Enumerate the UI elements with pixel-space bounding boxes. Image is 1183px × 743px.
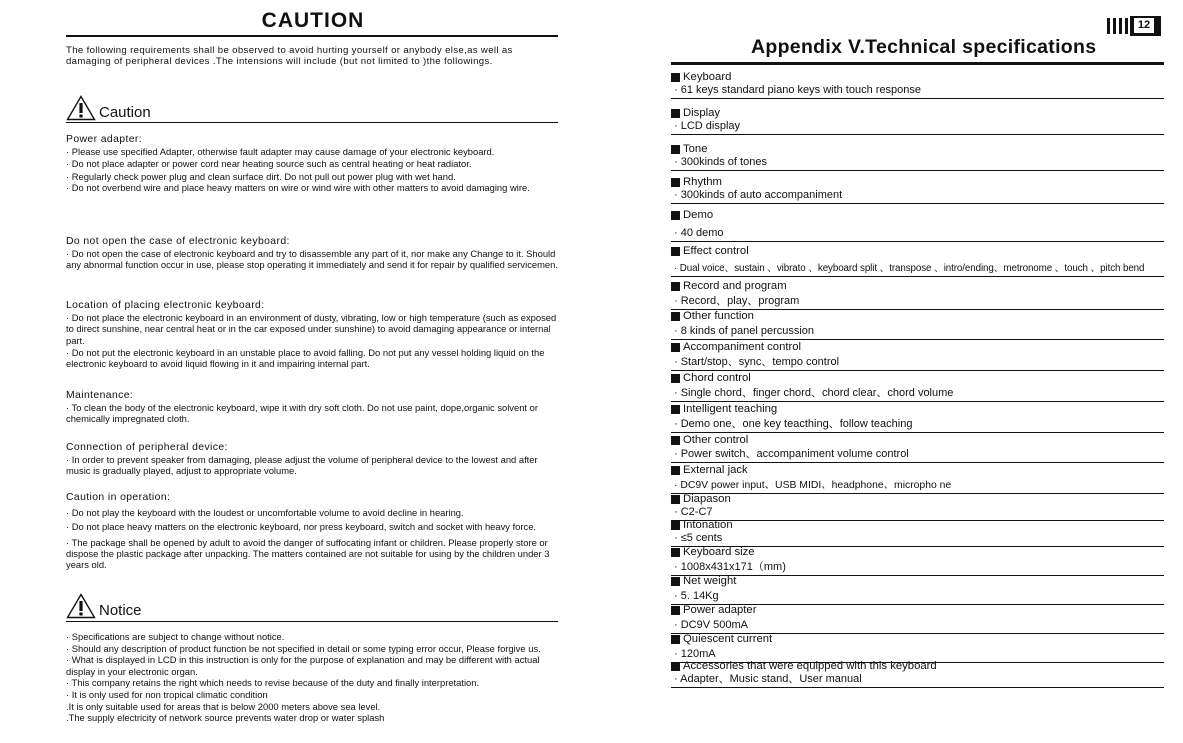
badge-stripe (1125, 18, 1128, 34)
spec-label: Record and program (683, 280, 787, 292)
spec-divider (671, 687, 1164, 688)
spec-quiescent-current (671, 633, 1164, 663)
bullet-square-icon (671, 466, 680, 475)
page-number-box (1130, 16, 1161, 36)
bullet-square-icon (671, 145, 680, 154)
spec-value: · ≤5 cents (674, 532, 723, 544)
peripheral-group (66, 442, 560, 478)
spec-value: · Record、play、program (674, 295, 800, 307)
bullet-square-icon (671, 109, 680, 118)
spec-label: External jack (683, 464, 748, 476)
spec-divider (671, 370, 1164, 371)
warning-triangle-icon (66, 593, 96, 619)
bullet-square-icon (671, 662, 680, 671)
group-item: · Do not play the keyboard with the loudest or uncomfortable volume to avoid decline in hearing. (66, 507, 464, 519)
power-adapter-group (66, 134, 560, 194)
group-heading: Location of placing electronic keyboard: (66, 300, 265, 311)
spec-label: Accessories that were equipped with this keyboard (683, 660, 937, 672)
group-heading: Do not open the case of electronic keyboard: (66, 236, 290, 247)
group-item: · The package shall be opened by adult to avoid the danger of suffocating infant or children. Please properly store or dispose the plastic package after unpacking. The matters contained are not suitable for using by the children under 3 years old. (66, 536, 550, 571)
location-group (66, 300, 560, 370)
spec-value: · Power switch、accompaniment volume control (674, 448, 909, 460)
spec-other-control (671, 434, 1164, 463)
spec-label: Power adapter (683, 604, 757, 616)
bullet-square-icon (671, 436, 680, 445)
spec-label: Display (683, 107, 721, 119)
spec-record-program (671, 280, 1164, 310)
group-item: · Regularly check power plug and clean surface dirt. Do not pull out power plug with wet hand. (66, 170, 456, 182)
notice-heading-rule (66, 621, 558, 622)
spec-value: · LCD display (674, 120, 741, 132)
spec-chord-control (671, 372, 1164, 402)
intro-paragraph: The following requirements shall be observed to avoid hurting yourself or anybody else,as well as damaging of peripheral devices .The intensions will include (but not limited to )the followings. (66, 45, 513, 68)
bullet-square-icon (671, 405, 680, 414)
notice-item: · This company retains the right which needs to revise because of the duty and finally interpretation. (66, 677, 480, 689)
bullet-square-icon (671, 211, 680, 220)
appendix-title-rule (671, 62, 1164, 65)
bullet-square-icon (671, 73, 680, 82)
spec-label: Quiescent current (683, 633, 773, 645)
spec-keyboard-size (671, 546, 1164, 576)
notice-item: · Specifications are subject to change without notice. (66, 631, 285, 642)
spec-divider (671, 462, 1164, 463)
spec-value: · 61 keys standard piano keys with touch response (674, 84, 922, 96)
group-item: · Do not overbend wire and place heavy matters on wire or wind wire with other matters to avoid damaging wire. (66, 181, 530, 193)
badge-stripe (1113, 18, 1116, 34)
spec-demo (671, 209, 1164, 242)
appendix-title: Appendix V.Technical specifications (751, 36, 1097, 58)
spec-value: · 5. 14Kg (674, 590, 719, 602)
spec-tone (671, 143, 1164, 171)
spec-rhythm (671, 176, 1164, 204)
operation-group (66, 492, 560, 571)
spec-divider (671, 203, 1164, 204)
spec-intonation (671, 519, 1164, 547)
spec-divider (671, 401, 1164, 402)
bullet-square-icon (671, 178, 680, 187)
spec-divider (671, 170, 1164, 171)
group-item: · Do not place the electronic keyboard in an environment of dusty, vibrating, low or high temperature (such as exposed to direct sunshine, near central heat or in the car exposed under sunshine) to avoid damaging appearance or internal part. (66, 312, 557, 346)
caution-title: CAUTION (261, 9, 365, 32)
caution-section-heading (66, 95, 151, 121)
spec-label: Demo (683, 209, 714, 221)
spec-divider (671, 339, 1164, 340)
spec-divider (671, 432, 1164, 433)
group-item: · Do not put the electronic keyboard in an unstable place to avoid falling. Do not put any vessel holding liquid on the electronic keyboard to avoid liquid flowing in it and impairing internal part. (66, 346, 545, 370)
group-item: · In order to prevent speaker from damaging, please adjust the volume of peripheral device to the lowest and after music is gradually played, adjust to appropriate volume. (66, 454, 538, 477)
notice-list (66, 631, 560, 724)
bullet-square-icon (671, 282, 680, 291)
notice-item: · Should any description of product function be not specified in detail or some typing error occur, Please forgive us. (66, 642, 541, 654)
spec-effect-control (671, 245, 1164, 277)
caution-heading-rule (66, 122, 558, 123)
spec-label: Net weight (683, 575, 737, 587)
open-case-group (66, 236, 560, 272)
spec-diapason (671, 493, 1164, 521)
spec-value: · 1008x431x171（mm) (674, 561, 786, 573)
spec-value: · Demo one、one key teacthing、follow teaching (674, 418, 913, 430)
spec-external-jack (671, 464, 1164, 494)
spec-label: Tone (683, 143, 708, 155)
bullet-square-icon (671, 635, 680, 644)
group-heading: Connection of peripheral device: (66, 442, 228, 453)
spec-label: Other control (683, 434, 749, 446)
caution-heading-label: Caution (99, 104, 151, 121)
group-heading: Maintenance: (66, 390, 134, 401)
notice-heading-label: Notice (99, 602, 142, 619)
spec-power-adapter (671, 604, 1164, 634)
bullet-square-icon (671, 312, 680, 321)
spec-label: Other function (683, 310, 754, 322)
spec-accompaniment-control (671, 341, 1164, 371)
bullet-square-icon (671, 374, 680, 383)
spec-divider (671, 241, 1164, 242)
bullet-square-icon (671, 606, 680, 615)
spec-value: · 120mA (674, 648, 716, 660)
spec-divider (671, 276, 1164, 277)
page-number-badge (1107, 16, 1163, 36)
bullet-square-icon (671, 343, 680, 352)
spec-label: Keyboard (683, 71, 732, 83)
group-item: · Please use specified Adapter, otherwise fault adapter may cause damage of your electronic keyboard. (66, 146, 495, 158)
specifications-page (671, 0, 1164, 743)
spec-divider (671, 98, 1164, 99)
spec-value: · Start/stop、sync、tempo control (674, 356, 840, 368)
notice-section-heading (66, 593, 142, 619)
spec-intelligent-teaching (671, 403, 1164, 433)
warning-triangle-icon (66, 95, 96, 121)
notice-item: .It is only suitable used for areas that is below 2000 meters above sea level. (66, 700, 381, 712)
group-item: · To clean the body of the electronic keyboard, wipe it with dry soft cloth. Do not use paint, dope,organic solvent or chemically impregnated cloth. (66, 402, 538, 425)
spec-accessories (671, 660, 1164, 688)
title-rule (66, 35, 558, 37)
spec-label: Chord control (683, 372, 751, 384)
spec-other-function (671, 310, 1164, 340)
spec-display (671, 107, 1164, 135)
caution-page (66, 0, 560, 743)
spec-value: · Adapter、Music stand、User manual (674, 673, 862, 685)
bullet-square-icon (671, 495, 680, 504)
group-item: · Do not open the case of electronic keyboard and try to disassemble any part of it, nor make any Change to it. Should any abnormal function occur in use, please stop operating it immediately and send it for repair by qualified servicemen. (66, 248, 558, 271)
bullet-square-icon (671, 577, 680, 586)
spec-label: Keyboard size (683, 546, 755, 558)
notice-item: · It is only used for non tropical climatic condition (66, 689, 268, 701)
notice-item: · What is displayed in LCD in this instruction is only for the purpose of explanation and may be different with actual display in your electronic organ. (66, 654, 540, 677)
spec-label: Rhythm (683, 176, 722, 188)
bullet-square-icon (671, 521, 680, 530)
spec-label: Intonation (683, 519, 733, 531)
maintenance-group (66, 390, 560, 426)
spec-label: Diapason (683, 493, 731, 505)
badge-stripe (1119, 18, 1122, 34)
page-number: 12 (1134, 18, 1154, 33)
group-item: · Do not place heavy matters on the electronic keyboard, nor press keyboard, switch and socket with heavy force. (66, 521, 537, 533)
spec-value: · Single chord、finger chord、chord clear、chord volume (674, 387, 954, 399)
spec-keyboard (671, 71, 1164, 99)
spec-value: · DC9V power input、USB MIDI、headphone、micropho ne (674, 480, 952, 491)
spec-label: Accompaniment control (683, 341, 802, 353)
group-heading: Power adapter: (66, 134, 143, 145)
spec-label: Effect control (683, 245, 749, 257)
group-item: · Do not place adapter or power cord near heating source such as central heating or heat radiator. (66, 158, 472, 170)
spec-value: · Dual voice、sustain 、vibrato 、keyboard split 、transpose 、intro/ending、metronome 、touch 、pitch bend (674, 263, 1145, 274)
spec-divider (671, 134, 1164, 135)
bullet-square-icon (671, 247, 680, 256)
spec-value: · 300kinds of auto accompaniment (674, 189, 843, 201)
spec-value: · C2-C7 (674, 506, 713, 518)
notice-item: .The supply electricity of network source prevents water drop or water splash (66, 712, 385, 724)
spec-value: · DC9V 500mA (674, 619, 748, 631)
spec-value: · 40 demo (674, 227, 724, 239)
spec-net-weight (671, 575, 1164, 605)
badge-stripe (1107, 18, 1110, 34)
spec-value: · 8 kinds of panel percussion (674, 325, 815, 337)
spec-value: · 300kinds of tones (674, 156, 767, 168)
group-heading: Caution in operation: (66, 492, 171, 503)
bullet-square-icon (671, 548, 680, 557)
spec-label: Intelligent teaching (683, 403, 778, 415)
